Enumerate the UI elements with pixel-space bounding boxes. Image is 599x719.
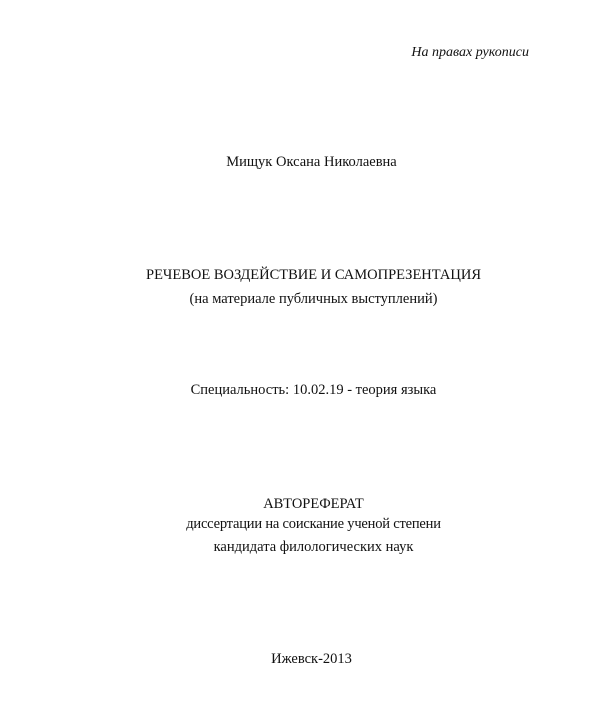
description-line-1: диссертации на соискание ученой степени bbox=[186, 516, 441, 532]
document-subtitle: (на материале публичных выступлений) bbox=[189, 291, 438, 307]
document-type: АВТОРЕФЕРАТ bbox=[263, 496, 364, 512]
rights-note: На правах рукописи bbox=[411, 45, 529, 60]
city-year: Ижевск-2013 bbox=[271, 651, 352, 667]
author-name: Мищук Оксана Николаевна bbox=[226, 154, 397, 170]
description-line-2: кандидата филологических наук bbox=[213, 539, 414, 555]
specialty-line: Специальность: 10.02.19 - теория языка bbox=[190, 382, 437, 398]
document-title: РЕЧЕВОЕ ВОЗДЕЙСТВИЕ И САМОПРЕЗЕНТАЦИЯ bbox=[146, 267, 481, 283]
